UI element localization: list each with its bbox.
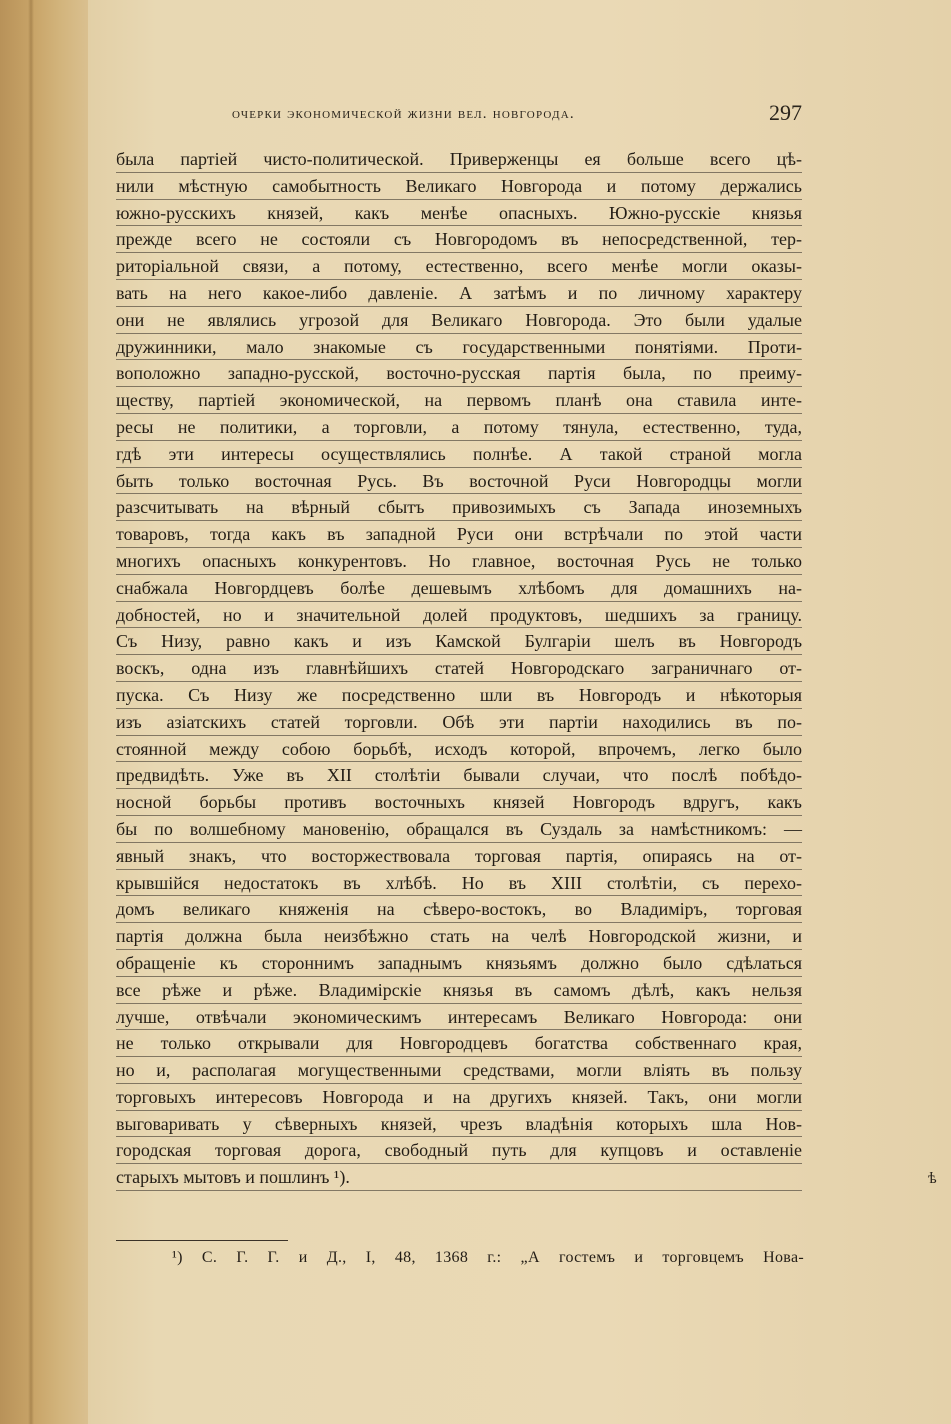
text-line: обращеніе къ стороннимъ западнымъ князьямъ должно было сдѣлаться [116, 950, 802, 977]
text-line: воположно западно-русской, восточно-русская партія была, по преиму- [116, 360, 802, 387]
text-line: Съ Низу, равно какъ и изъ Камской Булгаріи шелъ въ Новгородъ [116, 628, 802, 655]
text-line: пуска. Съ Низу же посредственно шли въ Новгородъ и нѣкоторыя [116, 682, 802, 709]
text-line: они не являлись угрозой для Великаго Новгорода. Это были удалые [116, 307, 802, 334]
text-line: стоянной между собою борьбѣ, исходъ которой, впрочемъ, легко было [116, 736, 802, 763]
text-line: изъ азіатскихъ статей торговли. Обѣ эти партіи находились въ по- [116, 709, 802, 736]
text-line: разсчитывать на вѣрный сбытъ привозимыхъ съ Запада иноземныхъ [116, 494, 802, 521]
text-line: была партіей чисто-политической. Приверженцы ея больше всего цѣ- [116, 146, 802, 173]
text-line: южно-русскихъ князей, какъ менѣе опасныхъ. Южно-русскіе князья [116, 200, 802, 227]
page-number: 297 [769, 100, 802, 125]
text-line: выговаривать у сѣверныхъ князей, чрезъ владѣнія которыхъ шла Нов- [116, 1111, 802, 1138]
text-line: ресы не политики, а торговли, а потому тянула, естественно, туда, [116, 414, 802, 441]
text-line: все рѣже и рѣже. Владимірскіе князья въ самомъ дѣлѣ, какъ нельзя [116, 977, 802, 1004]
text-line: добностей, но и значительной долей продуктовъ, шедшихъ за границу. [116, 602, 802, 629]
text-line: ществу, партіей экономической, на первомъ планѣ она ставила инте- [116, 387, 802, 414]
text-line: старыхъ мытовъ и пошлинъ ¹). [116, 1164, 802, 1191]
text-line: товаровъ, тогда какъ въ западной Руси они встрѣчали по этой части [116, 521, 802, 548]
text-line: партія должна была неизбѣжно стать на челѣ Новгородской жизни, и [116, 923, 802, 950]
footnote-rule [116, 1240, 288, 1241]
text-line: городская торговая дорога, свободный путь для купцовъ и оставленіе [116, 1137, 802, 1164]
text-line: многихъ опасныхъ конкурентовъ. Но главное, восточная Русь не только [116, 548, 802, 575]
running-head: очерки экономической жизни вел. новгорода. [232, 106, 575, 122]
page-header [232, 100, 802, 130]
text-line: предвидѣть. Уже въ XII столѣтіи бывали случаи, что послѣ побѣдо- [116, 762, 802, 789]
text-line: вать на него какое-либо давленіе. А затѣмъ и по личному характеру [116, 280, 802, 307]
text-line: явный знакъ, что восторжествовала торговая партія, опираясь на от- [116, 843, 802, 870]
text-line: гдѣ эти интересы осуществлялись полнѣе. А такой страной могла [116, 441, 802, 468]
text-line: нили мѣстную самобытность Великаго Новгорода и потому держались [116, 173, 802, 200]
text-line: не только открывали для Новгородцевъ богатства собственнаго края, [116, 1030, 802, 1057]
text-line: дружинники, мало знакомые съ государственными понятіями. Проти- [116, 334, 802, 361]
text-line: быть только восточная Русь. Въ восточной Руси Новгородцы могли [116, 468, 802, 495]
text-line: но и, располагая могущественными средствами, могли вліять въ пользу [116, 1057, 802, 1084]
body-text [116, 146, 802, 1191]
text-line: бы по волшебному мановенію, обращался въ Суздаль за намѣстникомъ: — [116, 816, 802, 843]
text-line: воскъ, одна изъ главнѣйшихъ статей Новгородскаго заграничнаго от- [116, 655, 802, 682]
text-line: крывшійся недостатокъ въ хлѣбѣ. Но въ XIII столѣтіи, съ перехо- [116, 870, 802, 897]
margin-mark: ѣ [928, 1170, 937, 1187]
text-line: риторіальной связи, а потому, естественно, всего менѣе могли оказы- [116, 253, 802, 280]
binding-shadow [28, 0, 34, 1424]
footnote: ¹) С. Г. Г. и Д., I, 48, 1368 г.: „А гостемъ и торговцемъ Нова- [172, 1249, 804, 1266]
text-line: торговыхъ интересовъ Новгорода и на другихъ князей. Такъ, они могли [116, 1084, 802, 1111]
book-binding-edge [0, 0, 100, 1424]
text-line: носной борьбы противъ восточныхъ князей Новгородъ вдругъ, какъ [116, 789, 802, 816]
text-line: прежде всего не состояли съ Новгородомъ въ непосредственной, тер- [116, 226, 802, 253]
text-line: снабжала Новгордцевъ болѣе дешевымъ хлѣбомъ для домашнихъ на- [116, 575, 802, 602]
text-line: домъ великаго княженія на сѣверо-востокъ, во Владиміръ, торговая [116, 896, 802, 923]
text-line: лучше, отвѣчали экономическимъ интересамъ Великаго Новгорода: они [116, 1004, 802, 1031]
